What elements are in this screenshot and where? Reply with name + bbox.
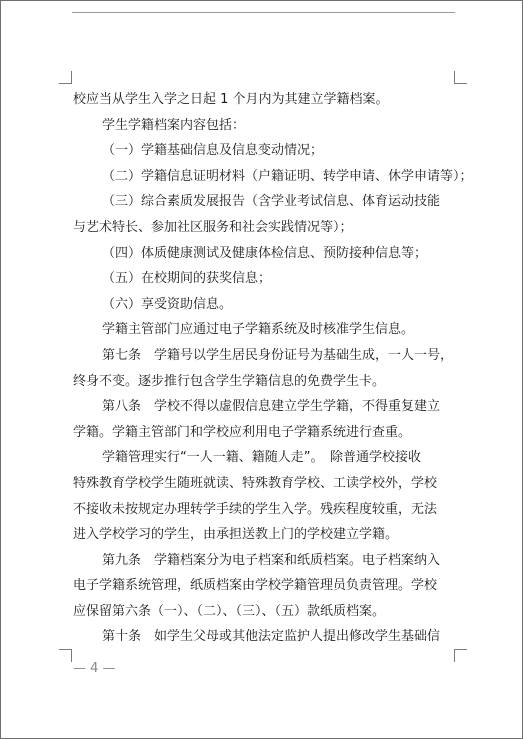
body-line: （六）享受资助信息。 <box>102 296 233 312</box>
crop-mark-bottom-left <box>59 649 72 662</box>
body-line: （二）学籍信息证明材料（户籍证明、转学申请、休学申请等）； <box>102 168 473 184</box>
article-10-line: 第十条 如学生父母或其他法定监护人提出修改学生基础信 <box>102 629 441 645</box>
body-line: 学生学籍档案内容包括： <box>102 117 246 133</box>
body-line: 特殊教育学校学生随班就读、特殊教育学校、工读学校外，学校 <box>73 475 438 491</box>
body-line: （四）体质健康测试及健康体检信息、预防接种信息等； <box>102 245 428 261</box>
body-line: （三）综合素质发展报告（含学业考试信息、体育运动技能 <box>102 194 441 210</box>
body-line: 终身不变。逐步推行包含学生学籍信息的免费学生卡。 <box>73 373 386 389</box>
document-body <box>73 87 473 650</box>
body-line: 学籍管理实行“一人一籍、籍随人走”。 除普通学校接收 <box>102 450 421 466</box>
body-line: （五）在校期间的获奖信息； <box>102 271 272 287</box>
body-line: 与艺术特长、参加社区服务和社会实践情况等）； <box>73 219 353 235</box>
article-8-line: 第八条 学校不得以虚假信息建立学生学籍，不得重复建立 <box>102 399 441 415</box>
crop-mark-bottom-right <box>454 649 467 662</box>
body-line: （一）学籍基础信息及信息变动情况； <box>102 143 324 159</box>
page-number: — 4 — <box>73 661 116 676</box>
body-line: 进入学校学习的学生，由承担送教上门的学校建立学籍。 <box>73 527 399 543</box>
body-line: 电子学籍系统管理，纸质档案由学校学籍管理员负责管理。学校 <box>73 578 438 594</box>
body-line: 学籍。学籍主管部门和学校应利用电子学籍系统进行查重。 <box>73 424 412 440</box>
body-line: 不接收未按规定办理转学手续的学生入学。残疾程度较重，无法 <box>73 501 438 517</box>
body-line: 学籍主管部门应通过电子学籍系统及时核准学生信息。 <box>102 322 415 338</box>
article-9-line: 第九条 学籍档案分为电子档案和纸质档案。电子档案纳入 <box>102 552 441 568</box>
crop-mark-top-right <box>454 71 467 84</box>
article-7-line: 第七条 学籍号以学生居民身份证号为基础生成，一人一号， <box>102 347 454 363</box>
crop-mark-top-left <box>59 71 72 84</box>
header-rule <box>72 12 455 13</box>
body-line: 校应当从学生入学之日起 1 个月内为其建立学籍档案。 <box>73 92 389 107</box>
body-line: 应保留第六条（一）、（二）、（三）、（五）款纸质档案。 <box>73 603 386 619</box>
